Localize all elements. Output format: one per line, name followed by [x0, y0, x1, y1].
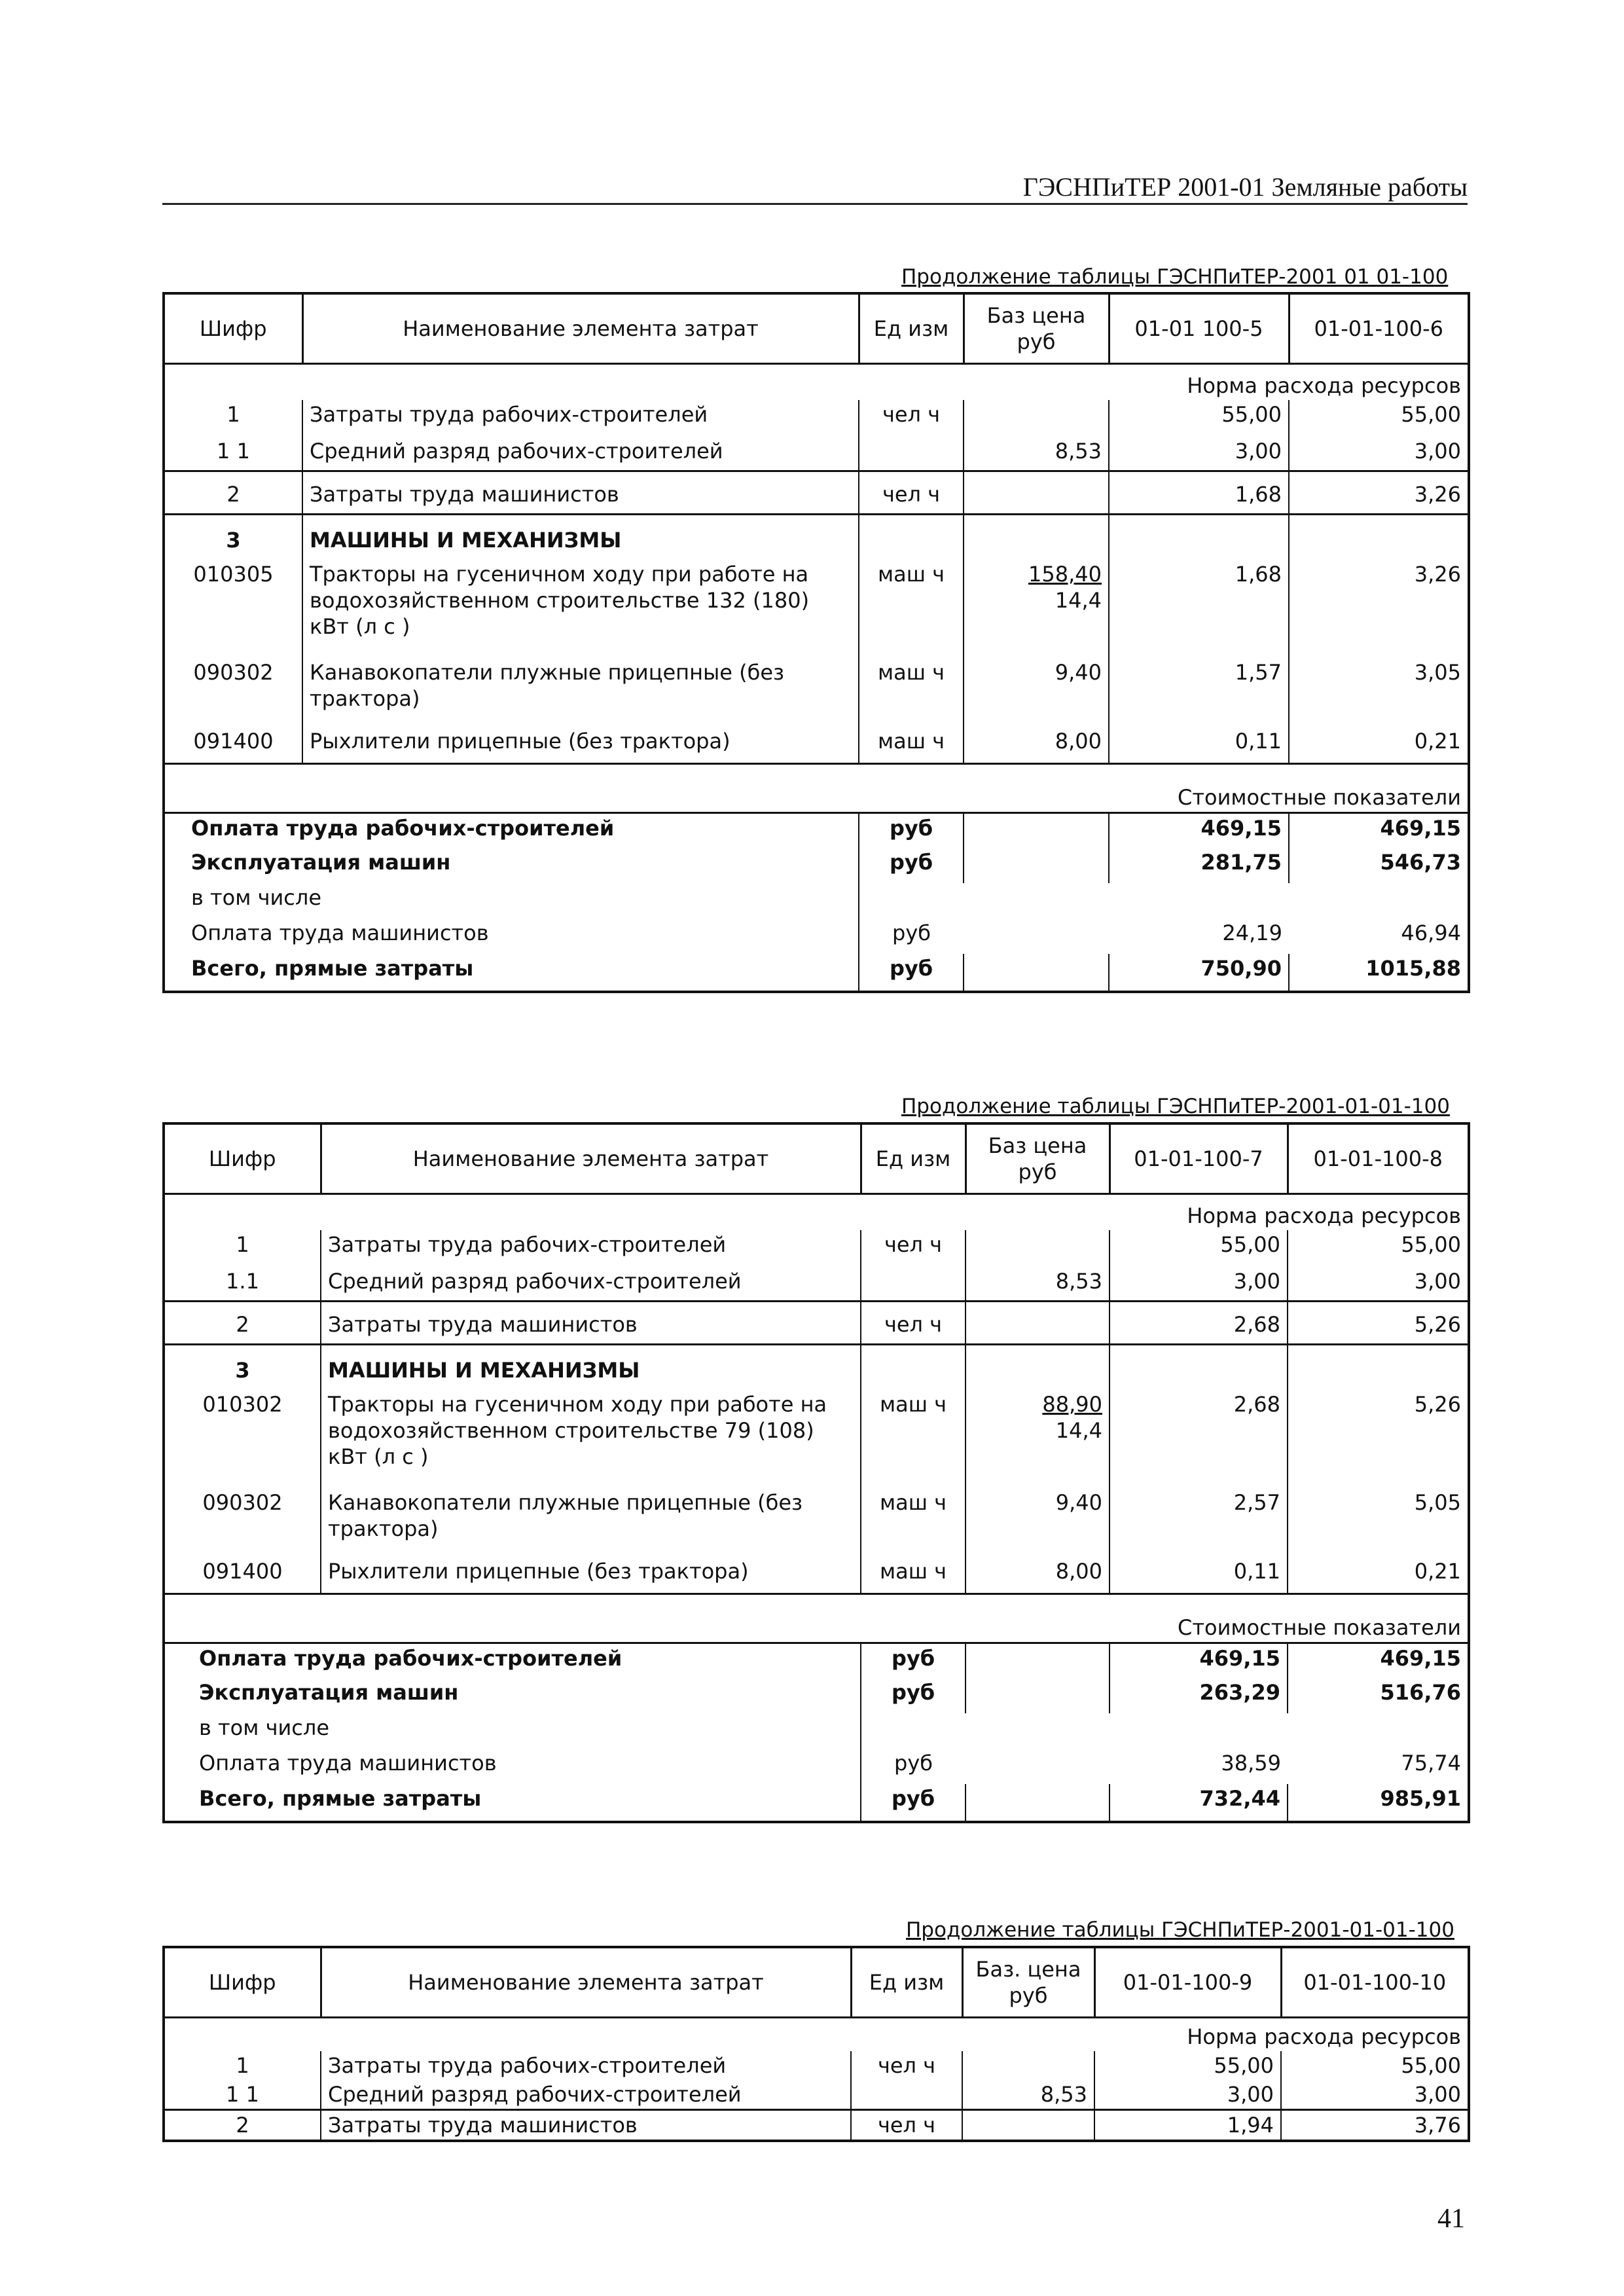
table-row: 1 Затраты труда рабочих-строителей чел ч 55,00 55,00 [164, 2051, 1469, 2080]
col-header-base-price: Баз. цена руб [962, 1947, 1094, 2018]
section-title: Стоимостные показатели [164, 763, 1469, 812]
col-header-name: Наименование элемента затрат [302, 293, 859, 364]
col-header-norm-b: 01-01-100-8 [1288, 1123, 1469, 1194]
col-header-code: Шифр [164, 293, 302, 364]
table-row: 1 1 Средний разряд рабочих-строителей 8,53 3,00 3,00 [164, 429, 1469, 471]
cost-row: Всего, прямые затраты руб 750,90 1015,88 [164, 954, 1469, 992]
page-number: 41 [1437, 2204, 1465, 2234]
col-header-norm-a: 01-01-100-9 [1094, 1947, 1281, 2018]
table-row: 1 1 Средний разряд рабочих-строителей 8,53 3,00 3,00 [164, 2080, 1469, 2110]
table-caption: Продолжение таблицы ГЭСНПиТЕР-2001 01 01-100 [901, 265, 1449, 289]
resource-table-1 [162, 292, 1470, 993]
section-title: Стоимостные показатели [164, 1594, 1469, 1643]
col-header-norm-b: 01-01-100-10 [1281, 1947, 1469, 2018]
col-header-code: Шифр [164, 1947, 321, 2018]
table-row: 3 МАШИНЫ И МЕХАНИЗМЫ [164, 514, 1469, 560]
section-title: Норма расхода ресурсов [164, 1194, 1469, 1231]
col-header-norm-a: 01-01-100-7 [1110, 1123, 1288, 1194]
table-caption: Продолжение таблицы ГЭСНПиТЕР-2001-01-01-100 [906, 1918, 1454, 1942]
table-row: 010305 Тракторы на гусеничном ходу при работе на водохозяйственном строительстве 132 (180) кВт (л с ) маш ч 158,40 14,4 1,68 3,26 [164, 560, 1469, 658]
cost-row: Эксплуатация машин руб 281,75 546,73 [164, 848, 1469, 883]
table-row: 1 Затраты труда рабочих-строителей чел ч 55,00 55,00 [164, 400, 1469, 429]
col-header-base-price: Баз цена руб [965, 1123, 1110, 1194]
table-row: 2 Затраты труда машинистов чел ч 2,68 5,26 [164, 1301, 1469, 1344]
col-header-base-price: Баз цена руб [964, 293, 1109, 364]
cost-row: Всего, прямые затраты руб 732,44 985,91 [164, 1784, 1469, 1822]
table-row: 3 МАШИНЫ И МЕХАНИЗМЫ [164, 1344, 1469, 1390]
col-header-unit: Ед изм [859, 293, 964, 364]
table-row: 2 Затраты труда машинистов чел ч 1,94 3,76 [164, 2110, 1469, 2141]
col-header-name: Наименование элемента затрат [321, 1123, 861, 1194]
table-row: 010302 Тракторы на гусеничном ходу при работе на водохозяйственном строительстве 79 (108) кВт (л с ) маш ч 88,90 14,4 2,68 5,26 [164, 1390, 1469, 1488]
cost-row: в том числе [164, 883, 1469, 919]
col-header-code: Шифр [164, 1123, 321, 1194]
table-row: 1 Затраты труда рабочих-строителей чел ч 55,00 55,00 [164, 1230, 1469, 1259]
cost-row: Оплата труда машинистов руб 38,59 75,74 [164, 1749, 1469, 1784]
table-row: 091400 Рыхлители прицепные (без трактора) маш ч 8,00 0,11 0,21 [164, 1557, 1469, 1594]
col-header-norm-b: 01-01-100-6 [1289, 293, 1469, 364]
table-caption: Продолжение таблицы ГЭСНПиТЕР-2001-01-01-100 [901, 1095, 1450, 1118]
cost-row: в том числе [164, 1713, 1469, 1749]
resource-table-3 [162, 1946, 1470, 2142]
col-header-name: Наименование элемента затрат [321, 1947, 851, 2018]
table-row: 090302 Канавокопатели плужные прицепные (без трактора) маш ч 9,40 2,57 5,05 [164, 1488, 1469, 1557]
header-title: ГЭСНПиТЕР 2001-01 Земляные работы [1022, 172, 1468, 202]
cost-row: Оплата труда машинистов руб 24,19 46,94 [164, 919, 1469, 954]
section-title: Норма расхода ресурсов [164, 2018, 1469, 2052]
table-row: 2 Затраты труда машинистов чел ч 1,68 3,26 [164, 471, 1469, 514]
cost-row: Оплата труда рабочих-строителей руб 469,15 469,15 [164, 812, 1469, 848]
table-row: 090302 Канавокопатели плужные прицепные (без трактора) маш ч 9,40 1,57 3,05 [164, 658, 1469, 727]
page-header [162, 172, 1468, 205]
section-title: Норма расхода ресурсов [164, 364, 1469, 401]
table-row: 1.1 Средний разряд рабочих-строителей 8,53 3,00 3,00 [164, 1259, 1469, 1301]
col-header-unit: Ед изм [861, 1123, 965, 1194]
cost-row: Оплата труда рабочих-строителей руб 469,15 469,15 [164, 1643, 1469, 1678]
resource-table-2 [162, 1122, 1470, 1823]
table-row: 091400 Рыхлители прицепные (без трактора) маш ч 8,00 0,11 0,21 [164, 727, 1469, 763]
col-header-norm-a: 01-01 100-5 [1109, 293, 1289, 364]
col-header-unit: Ед изм [851, 1947, 962, 2018]
cost-row: Эксплуатация машин руб 263,29 516,76 [164, 1678, 1469, 1713]
